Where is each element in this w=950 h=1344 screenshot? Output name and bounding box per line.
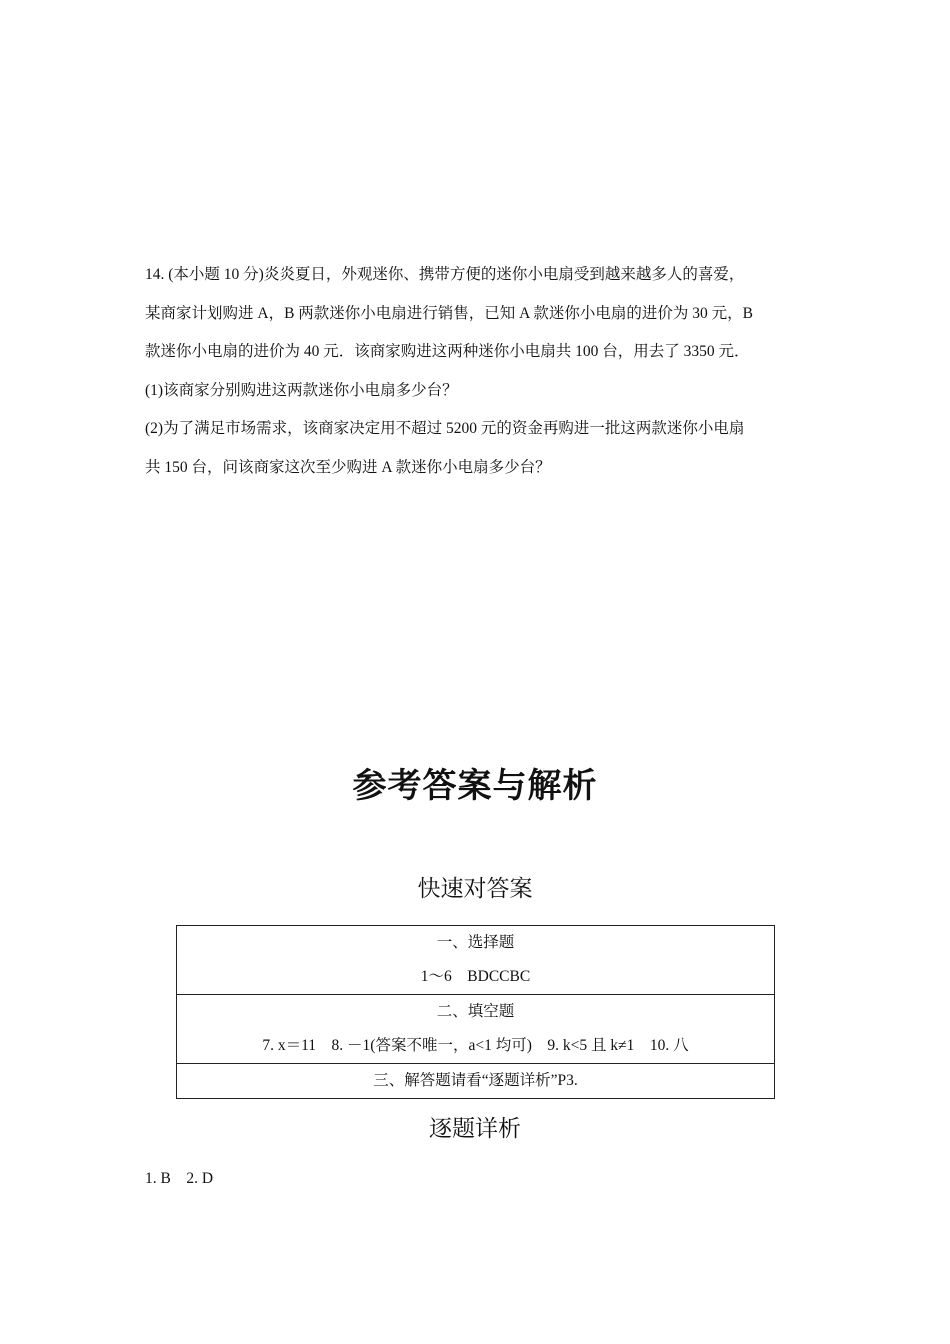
detail-first-answers: 1. B 2. D <box>145 1170 214 1187</box>
problem-14 <box>145 260 815 491</box>
problem-part-2-cont: 共 150 台，问该商家这次至少购进 A 款迷你小电扇多少台？ <box>145 458 551 476</box>
choice-heading: 一、选择题 <box>436 934 515 951</box>
table-row-solve <box>177 1064 775 1099</box>
solve-note: 三、解答题请看“逐题详析”P3. <box>373 1072 578 1089</box>
table-row-choice <box>177 926 775 995</box>
problem-line-2: 某商家计划购进 A，B 两款迷你小电扇进行销售，已知 A 款迷你小电扇的进价为 30 元，B <box>145 304 753 322</box>
problem-line-3: 款迷你小电扇的进价为 40 元．该商家购进这两种迷你小电扇共 100 台，用去了 3350 元． <box>145 343 750 360</box>
problem-part-2: (2)为了满足市场需求，该商家决定用不超过 5200 元的资金再购进一批这两款迷你小电扇 <box>145 420 745 437</box>
problem-line-1: 14. (本小题 10 分)炎炎夏日，外观迷你、携带方便的迷你小电扇受到越来越多人的喜爱， <box>145 266 745 283</box>
quick-answers-title: 快速对答案 <box>417 876 533 902</box>
fill-heading: 二、填空题 <box>436 1003 515 1020</box>
table-row-fill <box>177 995 775 1064</box>
choice-answers: 1～6 BDCCBC <box>420 968 531 985</box>
problem-part-1: (1)该商家分别购进这两款迷你小电扇多少台？ <box>145 381 458 399</box>
answers-title: 参考答案与解析 <box>352 766 598 806</box>
detail-title: 逐题详析 <box>429 1116 521 1142</box>
fill-answers: 7. x＝11 8. －1(答案不唯一，a<1 均可) 9. k<5 且 k≠1 10. 八 <box>262 1037 689 1054</box>
quick-answers-table <box>176 925 775 1099</box>
